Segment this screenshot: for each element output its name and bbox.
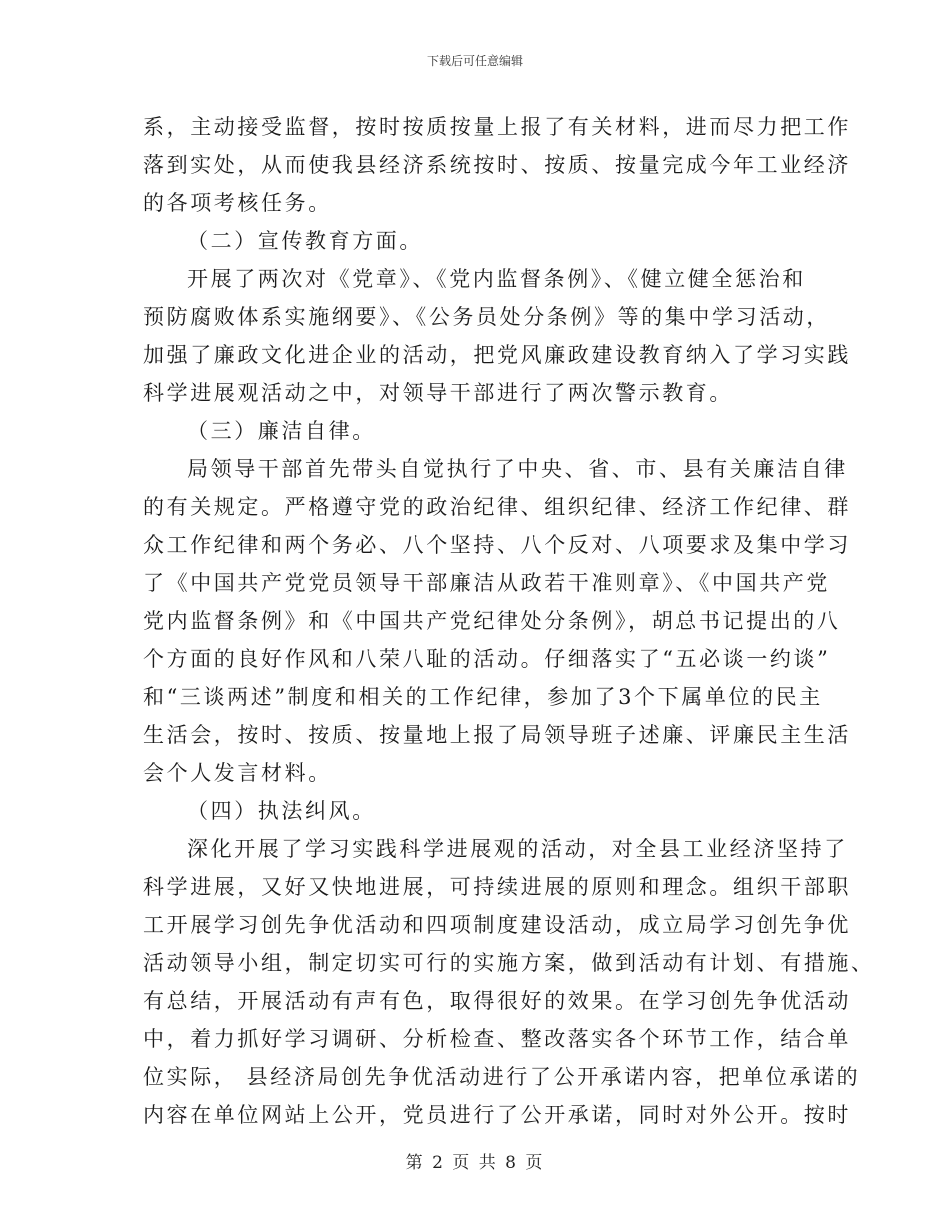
text-line: 会个人发言材料。 xyxy=(143,761,332,785)
text-line: 预防腐败体系实施纲要》、《公务员处分条例》等的集中学习活动， xyxy=(143,305,830,329)
text-line: 科学进展，又好又快地进展，可持续进展的原则和理念。组织干部职 xyxy=(143,875,851,899)
section-heading: （三）廉洁自律。 xyxy=(187,419,376,443)
text-line: 了《中国共产党党员领导干部廉洁从政若干准则章》、《中国共产党 xyxy=(143,571,830,595)
text-line: 有总结，开展活动有声有色，取得很好的效果。在学习创先争优活动 xyxy=(143,989,851,1013)
page-number: 第 2 页 共 8 页 xyxy=(405,1153,545,1173)
text-line: 中，着力抓好学习调研、分析检查、整改落实各个环节工作，结合单 xyxy=(143,1027,851,1051)
paragraph-start: 局领导干部首先带头自觉执行了中央、省、市、县有关廉洁自律 xyxy=(187,457,848,481)
text-line: 和“三谈两述”制度和相关的工作纪律，参加了3个下属单位的民主 xyxy=(143,685,823,709)
body-text xyxy=(143,108,875,1134)
text-line: 党内监督条例》和《中国共产党纪律处分条例》，胡总书记提出的八 xyxy=(143,609,841,633)
text-line: 位实际， 县经济局创先争优活动进行了公开承诺内容，把单位承诺的 xyxy=(143,1065,861,1089)
text-line: 落到实处，从而使我县经济系统按时、按质、按量完成今年工业经济 xyxy=(143,153,851,177)
paragraph-start: 深化开展了学习实践科学进展观的活动，对全县工业经济坚持了 xyxy=(187,837,848,861)
text-line: 活动领导小组，制定切实可行的实施方案，做到活动有计划、有措施、 xyxy=(143,951,875,975)
paragraph-start: 开展了两次对《党章》、《党内监督条例》、《健立健全惩治和 xyxy=(187,267,806,291)
text-line: 众工作纪律和两个务必、八个坚持、八个反对、八项要求及集中学习 xyxy=(143,533,851,557)
text-line: 个方面的良好作风和八荣八耻的活动。仔细落实了“五必谈一约谈” xyxy=(143,647,831,671)
text-line: 工开展学习创先争优活动和四项制度建设活动，成立局学习创先争优 xyxy=(143,913,851,937)
section-heading: （四）执法纠风。 xyxy=(187,799,376,823)
text-line: 的各项考核任务。 xyxy=(143,191,332,215)
text-line: 的有关规定。严格遵守党的政治纪律、组织纪律、经济工作纪律、群 xyxy=(143,495,851,519)
page-header: 下载后可任意编辑 xyxy=(426,54,523,68)
text-line: 加强了廉政文化进企业的活动，把党风廉政建设教育纳入了学习实践 xyxy=(143,343,851,367)
text-line: 生活会，按时、按质、按量地上报了局领导班子述廉、评廉民主生活 xyxy=(143,723,851,747)
text-line: 系，主动接受监督，按时按质按量上报了有关材料，进而尽力把工作 xyxy=(143,115,851,139)
text-line: 内容在单位网站上公开，党员进行了公开承诺，同时对外公开。按时 xyxy=(143,1103,851,1127)
section-heading: （二）宣传教育方面。 xyxy=(187,229,423,253)
text-line: 科学进展观活动之中，对领导干部进行了两次警示教育。 xyxy=(143,381,733,405)
